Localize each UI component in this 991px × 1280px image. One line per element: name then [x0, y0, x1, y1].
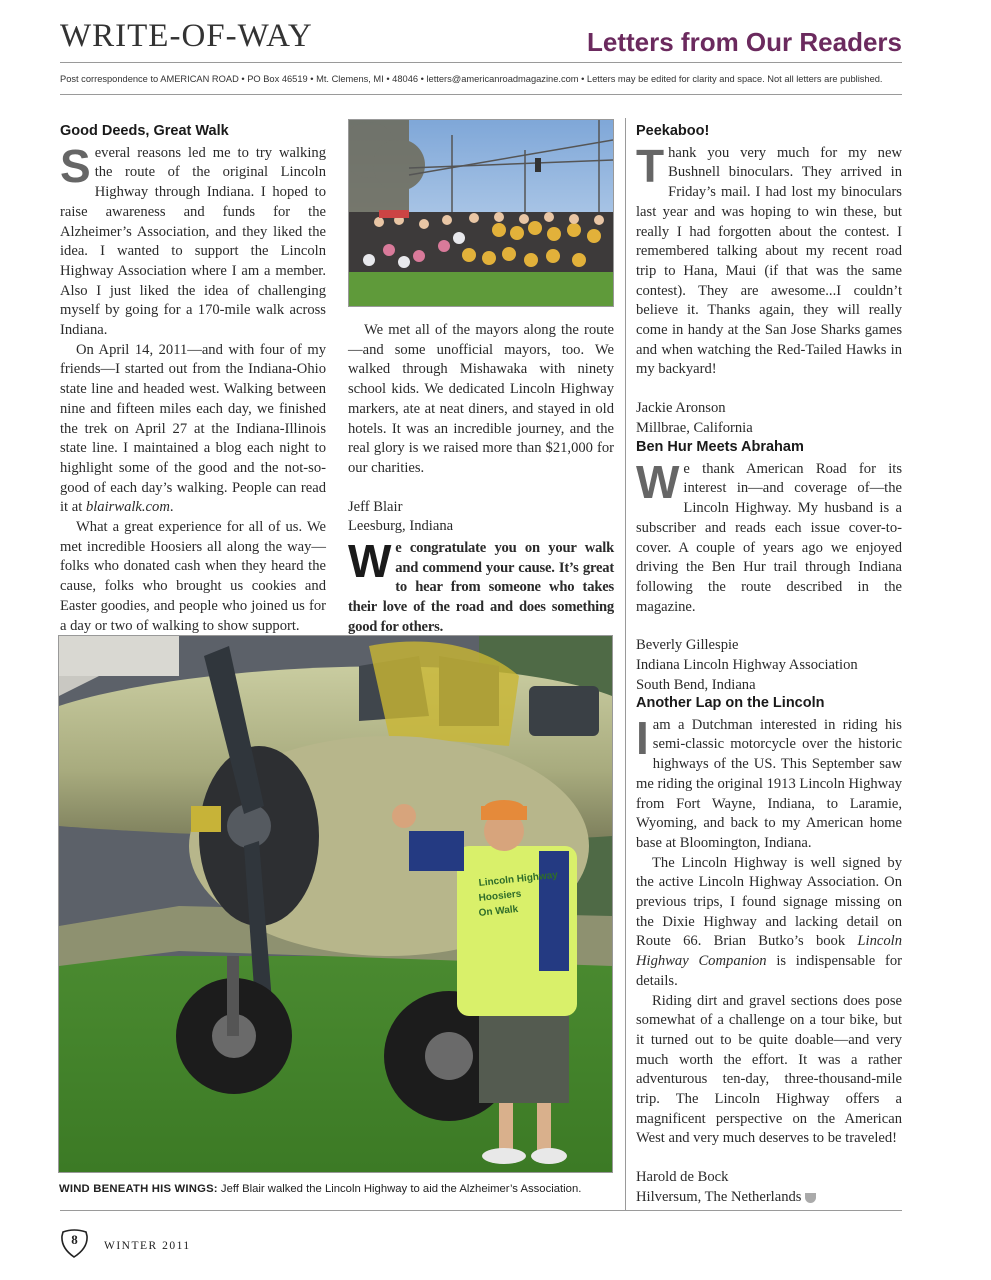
letter-heading: Good Deeds, Great Walk	[60, 123, 229, 139]
drop-cap: S	[60, 139, 91, 192]
letter-peekaboo	[636, 122, 902, 439]
editor-reply-text: e congratulate you on your walk and commend your cause. It’s great to hear from someone who takes their love of the road and does something good for others.	[348, 540, 614, 635]
shirt-text-line: Hoosiers	[478, 888, 522, 904]
group-photo	[348, 119, 614, 307]
drop-cap: T	[636, 139, 665, 192]
letter-paragraph: What a great experience for all of us. We met incredible Hoosiers all along the way—folks who donated cash when they heard the cause, folks who brought us cookies and Easter goodies, and people who joined us for a day or two of walking to show support.	[60, 519, 326, 634]
group-photo-image	[349, 120, 613, 306]
letter-paragraph: Riding dirt and gravel sections does pose somewhat of a challenge on a tour bike, but it turned out to be quite doable—and very much worth the effort. It was a rather adventurous ten-day, three-thousand-mile trip. The Lincoln Highway offers a magnificent perspective on the American West and very much deserves to be traveled!	[636, 992, 902, 1147]
letter-paragraph: e thank American Road for its interest in—and coverage of—the Lincoln Highway. My husband is a subscriber and reads each issue cover-to-cover. A couple of years ago we enjoyed driving the Ben Hur trail through Indiana following the route described in the magazine.	[636, 460, 902, 615]
letter-heading: Peekaboo!	[636, 123, 710, 139]
section-title: Letters from Our Readers	[587, 27, 902, 57]
drop-cap: W	[636, 455, 680, 508]
letter-paragraph: The Lincoln Highway is well signed by the active Lincoln Highway Association. On previous trips, I found signage missing on the Dixie Highway and lacking detail on Route 66. Brian Butko’s book	[636, 854, 902, 950]
signature-name: Beverly Gillespie	[636, 637, 739, 654]
letter-paragraph: We met all of the mayors along the route—and some unofficial mayors, too. We walked through Mishawaka with ninety school kids. We dedicated Lincoln Highway markers, ate at neat diners, and stayed in old hotels. It was an incredible journey, and the real glory is we raised more than $21,000 for our charities.	[348, 322, 614, 476]
airplane-photo-image	[59, 636, 612, 1172]
header-rule-top	[60, 62, 902, 63]
drop-cap: W	[348, 535, 392, 587]
blog-link[interactable]: blairwalk.com	[85, 499, 170, 516]
letter-heading: Ben Hur Meets Abraham	[636, 439, 804, 455]
end-shield-icon	[805, 1193, 816, 1203]
letter-good-deeds-continued	[348, 321, 614, 537]
airplane-photo	[58, 635, 613, 1173]
letter-another-lap: Another Lap on the Lincoln Iam a Dutchman interested in riding his semi-classic motorcycle over the historic highways of the US. This September saw me riding the original 1913 Lincoln Highway from Fort Wayne, Indiana, to Laramie, Wyoming, and back to my American home base at Bloomington, Indiana. The Lincoln Highway is well signed by the active Lincoln Highway Association. On previous trips, I found signage missing on the Dixie Highway and lacking detail on Route 66. Brian Butko’s book Lincoln Highway Companion is indispensable for details. Riding dirt and gravel sections does pose somewhat of a challenge on a tour bike, but it turned out to be quite doable—and very much worth the effort. It was a rather adventurous ten-day, three-thousand-mile trip. The Lincoln Highway offers a magnificent perspective on the American West and very much deserves to be traveled! Harold de Bock Hilversum, The Netherlands	[636, 695, 903, 1205]
page-number: 8	[71, 1232, 78, 1247]
book-title: Lincoln Highway Companion	[636, 933, 902, 970]
letter-paragraph: everal reasons led me to try walking the route of the original Lincoln Highway through Indiana. I hoped to raise awareness and funds for the Alzheimer’s Association, and they liked the idea. I wanted to support the Lincoln Highway Association where I am a member. Also I just liked the idea of challenging myself by going for a 170-mile walk across Indiana.	[60, 144, 326, 339]
photo-caption	[59, 1183, 581, 1195]
signature-place: Leesburg, Indiana	[348, 518, 454, 535]
footer-rule	[60, 1210, 902, 1211]
signature-org: Indiana Lincoln Highway Association	[636, 657, 858, 674]
issue-label: WINTER 2011	[104, 1240, 191, 1252]
letter-paragraph: hank you very much for my new Bushnell binoculars. They arrived in Friday’s mail. I had lost my binoculars last year and was hoping to win these, but really I had forgotten about the contest. I remembered talking about my recent road trip to Hana, Maui (if that was the same contest). They are awesome...I couldn’t believe it. Thanks again, they will really come in handy at the San Jose Sharks games and when watching the Red-Tailed Hawks in my backyard!	[636, 144, 902, 378]
correspondence-info: Post correspondence to AMERICAN ROAD • PO Box 46519 • Mt. Clemens, MI • 48046 • letters@americanroadmagazine.com • Letters may be edited for clarity and space. Not all letters are published.	[60, 74, 883, 84]
shirt-text-line: On Walk	[478, 903, 519, 919]
letter-paragraph: On April 14, 2011—and with four of my friends—I started out from the Indiana-Ohio state line and headed west. Walking between nine and fifteen miles each day, we finished the trek on April 27 at the Indiana-Illinois state line. I maintained a blog each night to highlight some of the good and the not-so-good of each day’s walking. People can read it at	[60, 341, 326, 516]
header-rule-bottom	[60, 94, 902, 95]
drop-cap: I	[636, 711, 649, 764]
letter-ben-hur	[636, 438, 902, 695]
signature-name: Jackie Aronson	[636, 400, 726, 417]
signature-place: South Bend, Indiana	[636, 676, 756, 693]
signature-place: Millbrae, California	[636, 419, 753, 436]
editor-reply	[348, 535, 614, 638]
letter-heading: Another Lap on the Lincoln	[636, 695, 825, 711]
signature-place: Hilversum, The Netherlands	[636, 1188, 802, 1205]
shirt-text-line: Lincoln Highway	[478, 869, 559, 889]
letter-good-deeds: Good Deeds, Great Walk Several reasons led me to try walking the route of the original Lincoln Highway through Indiana. I hoped to raise awareness and funds for the Alzheimer’s Association, and they liked the idea. I wanted to support the Lincoln Highway Association where I am a member. Also I just liked the idea of challenging myself by going for a 170-mile walk across Indiana. On April 14, 2011—and with four of my friends—I started out from the Indiana-Ohio state line and headed west. Walking between nine and fifteen miles each day, we finished the trek on April 27 at the Indiana-Illinois state line. I maintained a blog each night to highlight some of the good and the not-so-good of each day’s walking. People can read it at blairwalk.com. What a great experience for all of us. We met incredible Hoosiers all along the way—folks who donated cash when they heard the cause, folks who brought us cookies and Easter goodies, and people who joined us for a day or two of walking to show support.	[60, 122, 326, 636]
letter-paragraph: am a Dutchman interested in riding his semi-classic motorcycle over the historic highways of the US. This September saw me riding the original 1913 Lincoln Highway from Fort Wayne, Indiana, to Laramie, Wyoming, and back to my American home base at Bloomington, Indiana.	[636, 716, 902, 851]
masthead: WRITE-OF-WAY	[60, 18, 313, 54]
signature-name: Jeff Blair	[348, 498, 403, 515]
column-divider	[625, 118, 626, 1210]
caption-label: WIND BENEATH HIS WINGS:	[59, 1183, 218, 1195]
signature-name: Harold de Bock	[636, 1169, 729, 1186]
caption-text: Jeff Blair walked the Lincoln Highway to aid the Alzheimer’s Association.	[217, 1183, 582, 1195]
